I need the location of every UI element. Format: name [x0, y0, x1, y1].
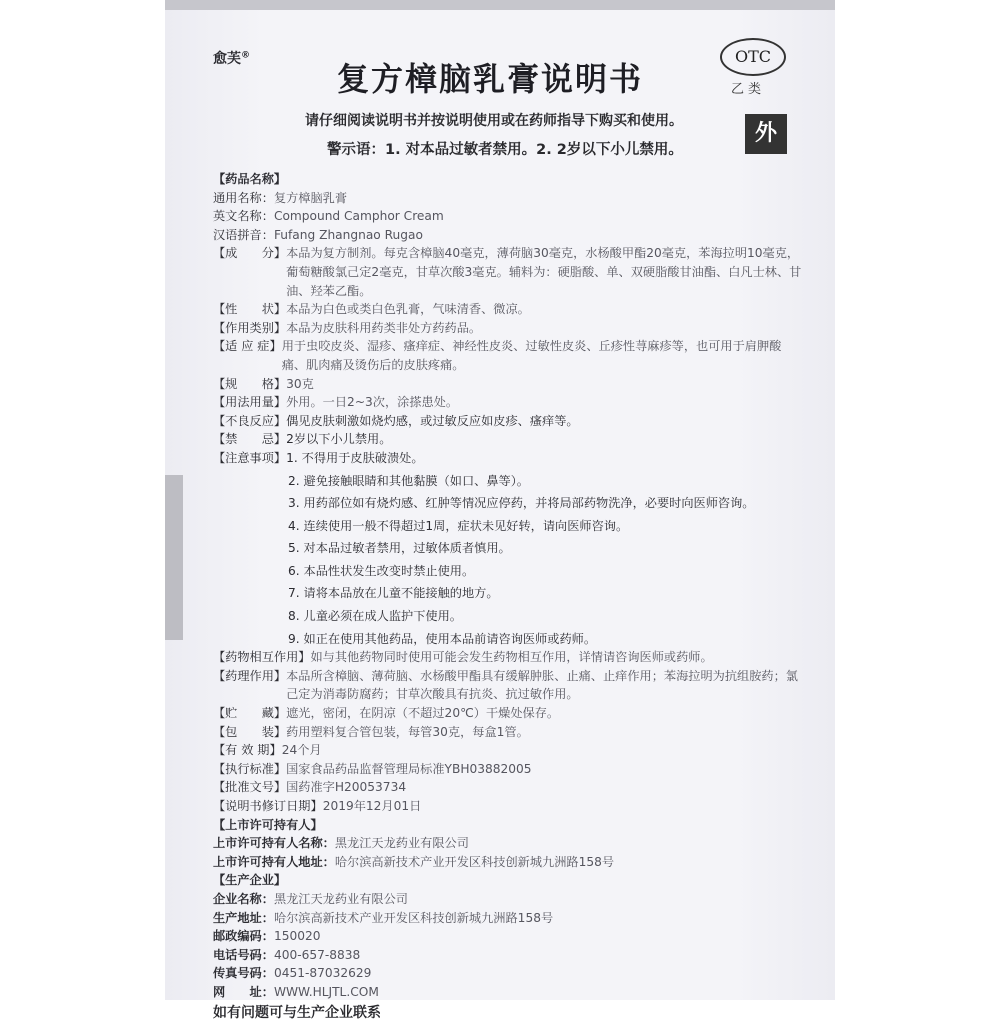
pinyin-row: 汉语拼音： Fufang Zhangnao Rugao	[213, 227, 423, 242]
maker-address-row: 生产地址： 哈尔滨高新技术产业开发区科技创新城九洲路158号	[213, 910, 554, 925]
postcode-row: 邮政编码： 150020	[213, 929, 321, 944]
precaution-item: 7. 请将本品放在儿童不能接触的地方。	[288, 586, 499, 601]
ingredients-row: 【成 分】 本品为复方制剂。每克含樟脑40毫克，薄荷脑30毫克，水杨酸甲酯20毫克，苯海拉明10毫克，葡萄糖酸氯己定2毫克，甘草次酸3毫克。辅料为：硬脂酸、单、双硬脂酸甘油酯、白凡士林、甘油、羟苯乙酯。	[213, 246, 802, 298]
otc-badge: OTC	[720, 38, 786, 76]
adverse-row: 【不良反应】 偶见皮肤刺激如烧灼感，或过敏反应如皮疹、瘙痒等。	[213, 413, 579, 428]
phone-row: 电话号码： 400-657-8838	[213, 947, 361, 962]
usage-notice: 请仔细阅读说明书并按说明使用或在药师指导下购买和使用。	[305, 113, 683, 129]
interaction-row: 【药物相互作用】 如与其他药物同时使用可能会发生药物相互作用，详情请咨询医师或药师。	[213, 650, 713, 665]
precaution-item: 5. 对本品过敏者禁用，过敏体质者慎用。	[288, 541, 511, 556]
pharmacology-row: 【药理作用】 本品所含樟脑、薄荷脑、水杨酸甲酯具有缓解肿胀、止痛、止痒作用；苯海拉明为抗组胺药；氯己定为消毒防腐药；甘草次酸具有抗炎、抗过敏作用。	[213, 668, 798, 702]
holder-address-row: 上市许可持有人地址： 哈尔滨高新技术产业开发区科技创新城九洲路158号	[213, 854, 615, 869]
precaution-item: 3. 用药部位如有烧灼感、红肿等情况应停药，并将局部药物洗净，必要时向医师咨询。	[288, 496, 755, 511]
contact-footer: 如有问题可与生产企业联系	[213, 1004, 381, 1021]
dosage-row: 【用法用量】 外用。一日2~3次，涂搽患处。	[213, 395, 459, 410]
package-row: 【包 装】 药用塑料复合管包装，每管30克，每盒1管。	[213, 724, 529, 739]
precaution-item: 1. 不得用于皮肤破溃处。	[286, 450, 424, 465]
validity-row: 【有 效 期】 24个月	[213, 743, 322, 758]
category-row: 【作用类别】 本品为皮肤科用药类非处方药药品。	[213, 320, 482, 335]
otc-category: 乙类	[731, 82, 766, 97]
standard-row: 【执行标准】 国家食品药品监督管理局标准YBH03882005	[213, 761, 532, 776]
external-use-badge: 外	[745, 114, 787, 154]
storage-row: 【贮 藏】 遮光，密闭，在阴凉（不超过20℃）干燥处保存。	[213, 706, 560, 721]
website-row: 网 址： WWW.HLJTL.COM	[213, 984, 379, 999]
precaution-item: 2. 避免接触眼睛和其他黏膜（如口、鼻等）。	[288, 473, 529, 488]
revision-row: 【说明书修订日期】 2019年12月01日	[213, 799, 422, 813]
registered-mark: ®	[241, 50, 250, 61]
fold-shadow	[165, 475, 183, 640]
precaution-item: 8. 儿童必须在成人监护下使用。	[288, 609, 462, 624]
document-title: 复方樟脑乳膏说明书	[337, 60, 644, 98]
precautions-row: 【注意事项】 1. 不得用于皮肤破溃处。	[213, 449, 803, 468]
holder-name-row: 上市许可持有人名称： 黑龙江天龙药业有限公司	[213, 836, 469, 851]
precaution-item: 4. 连续使用一般不得超过1周，症状未见好转，请向医师咨询。	[288, 518, 629, 533]
precaution-item: 6. 本品性状发生改变时禁止使用。	[288, 563, 475, 578]
approval-row: 【批准文号】 国药准字H20053734	[213, 780, 407, 795]
appearance-row: 【性 状】 本品为白色或类白色乳膏，气味清香、微凉。	[213, 302, 530, 317]
brand-name: 愈芙	[213, 51, 241, 67]
precaution-list	[286, 449, 803, 468]
spec-row: 【规 格】 30克	[213, 376, 314, 391]
english-name-row: 英文名称： Compound Camphor Cream	[213, 209, 444, 224]
scan-top-shadow	[165, 0, 835, 10]
maker-heading: 【生产企业】	[213, 873, 287, 888]
holder-heading: 【上市许可持有人】	[213, 817, 323, 832]
precaution-item: 9. 如正在使用其他药品，使用本品前请咨询医师或药师。	[288, 631, 597, 646]
leaflet-body	[213, 170, 803, 1022]
leaflet-page	[165, 10, 835, 1021]
drug-name-heading: 【药品名称】	[213, 172, 287, 186]
brand-logo	[213, 48, 250, 68]
fax-row: 传真号码： 0451-87032629	[213, 966, 372, 981]
indications-row: 【适 应 症】 用于虫咬皮炎、湿疹、瘙痒症、神经性皮炎、过敏性皮炎、丘疹性荨麻疹等，也可用于肩胛酸痛、肌肉痛及烫伤后的皮肤疼痛。	[213, 339, 782, 372]
maker-name-row: 企业名称： 黑龙江天龙药业有限公司	[213, 891, 408, 906]
generic-name-row: 通用名称： 复方樟脑乳膏	[213, 190, 348, 205]
contraindications-row: 【禁 忌】 2岁以下小儿禁用。	[213, 432, 392, 447]
warning-statement: 警示语：1. 对本品过敏者禁用。2. 2岁以下小儿禁用。	[327, 142, 683, 158]
